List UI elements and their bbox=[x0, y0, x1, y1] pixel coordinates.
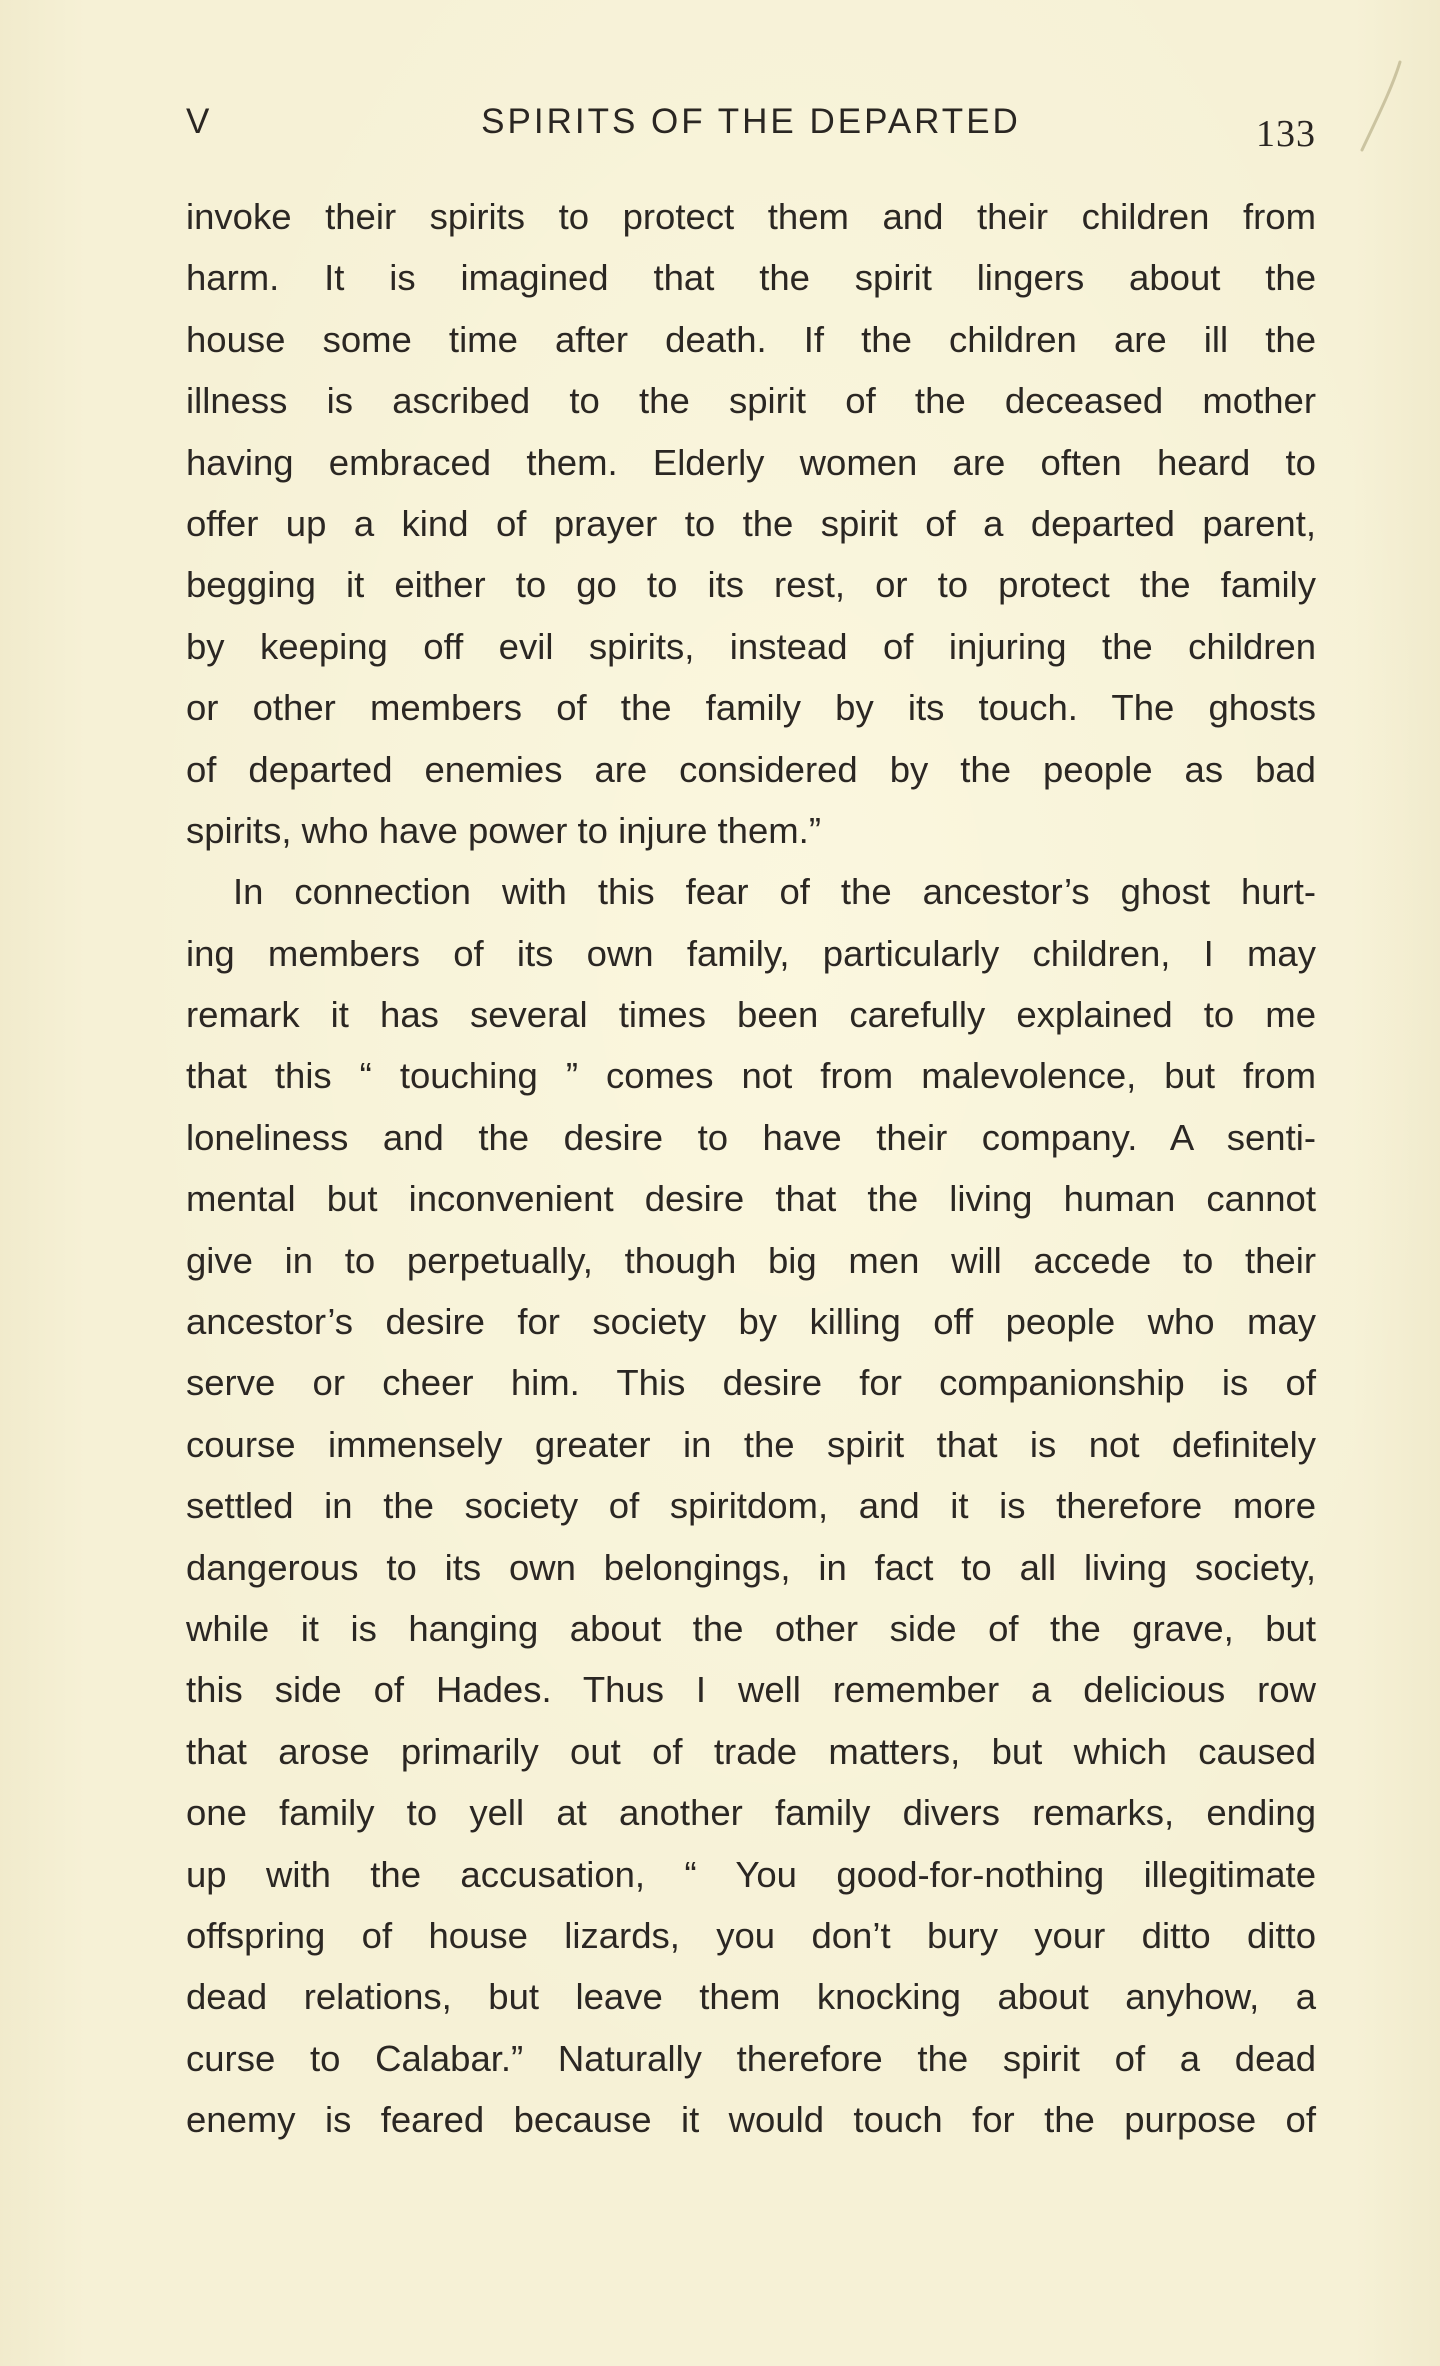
text-line: mental but inconvenient desire that the living human cannot bbox=[186, 1178, 1316, 1220]
text-line: ing members of its own family, particularly children, I may bbox=[186, 932, 1316, 974]
text-line: settled in the society of spiritdom, and it is therefore more bbox=[186, 1485, 1316, 1527]
text-line: house some time after death. If the children are ill the bbox=[186, 318, 1316, 360]
text-line: illness is ascribed to the spirit of the deceased mother bbox=[186, 380, 1316, 422]
pencil-mark-icon bbox=[1352, 58, 1412, 158]
text-line: one family to yell at another family divers remarks, ending bbox=[186, 1792, 1316, 1834]
text-line: ancestor’s desire for society by killing off people who may bbox=[186, 1301, 1316, 1343]
text-line: dangerous to its own belongings, in fact to all living society, bbox=[186, 1546, 1316, 1588]
text-line: up with the accusation, “ You good-for-nothing illegitimate bbox=[186, 1853, 1316, 1895]
text-line: having embraced them. Elderly women are often heard to bbox=[186, 441, 1316, 483]
text-line: of departed enemies are considered by the people as bad bbox=[186, 748, 1316, 790]
text-line: that arose primarily out of trade matters, but which caused bbox=[186, 1730, 1316, 1772]
paragraph-start-line: In connection with this fear of the ancestor’s ghost hurt- bbox=[233, 871, 1316, 913]
text-line: spirits, who have power to injure them.” bbox=[186, 809, 821, 851]
text-line: dead relations, but leave them knocking about anyhow, a bbox=[186, 1976, 1316, 2018]
text-line: serve or cheer him. This desire for companionship is of bbox=[186, 1362, 1316, 1404]
text-line: that this “ touching ” comes not from malevolence, but from bbox=[186, 1055, 1316, 1097]
text-line: offer up a kind of prayer to the spirit of a departed parent, bbox=[186, 502, 1316, 544]
text-line: remark it has several times been carefully explained to me bbox=[186, 994, 1316, 1036]
text-line: begging it either to go to its rest, or to protect the family bbox=[186, 564, 1316, 606]
text-line: harm. It is imagined that the spirit lingers about the bbox=[186, 257, 1316, 299]
text-line: while it is hanging about the other side of the grave, but bbox=[186, 1607, 1316, 1649]
text-line: this side of Hades. Thus I well remember a delicious row bbox=[186, 1669, 1316, 1711]
text-line: invoke their spirits to protect them and their children from bbox=[186, 196, 1316, 237]
text-line: or other members of the family by its touch. The ghosts bbox=[186, 687, 1316, 729]
page-number: 133 bbox=[1256, 113, 1316, 155]
text-line: course immensely greater in the spirit that is not definitely bbox=[186, 1423, 1316, 1465]
text-line: by keeping off evil spirits, instead of injuring the children bbox=[186, 625, 1316, 667]
text-line: enemy is feared because it would touch for the purpose of bbox=[186, 2099, 1316, 2141]
running-header bbox=[186, 102, 1316, 155]
body-text bbox=[186, 186, 1316, 2151]
running-title: SPIRITS OF THE DEPARTED bbox=[481, 102, 1021, 141]
text-line: offspring of house lizards, you don’t bury your ditto ditto bbox=[186, 1914, 1316, 1956]
text-line: give in to perpetually, though big men will accede to their bbox=[186, 1239, 1316, 1281]
text-line: loneliness and the desire to have their company. A senti- bbox=[186, 1116, 1316, 1158]
chapter-number: V bbox=[186, 102, 212, 141]
text-line: curse to Calabar.” Naturally therefore the spirit of a dead bbox=[186, 2037, 1316, 2079]
